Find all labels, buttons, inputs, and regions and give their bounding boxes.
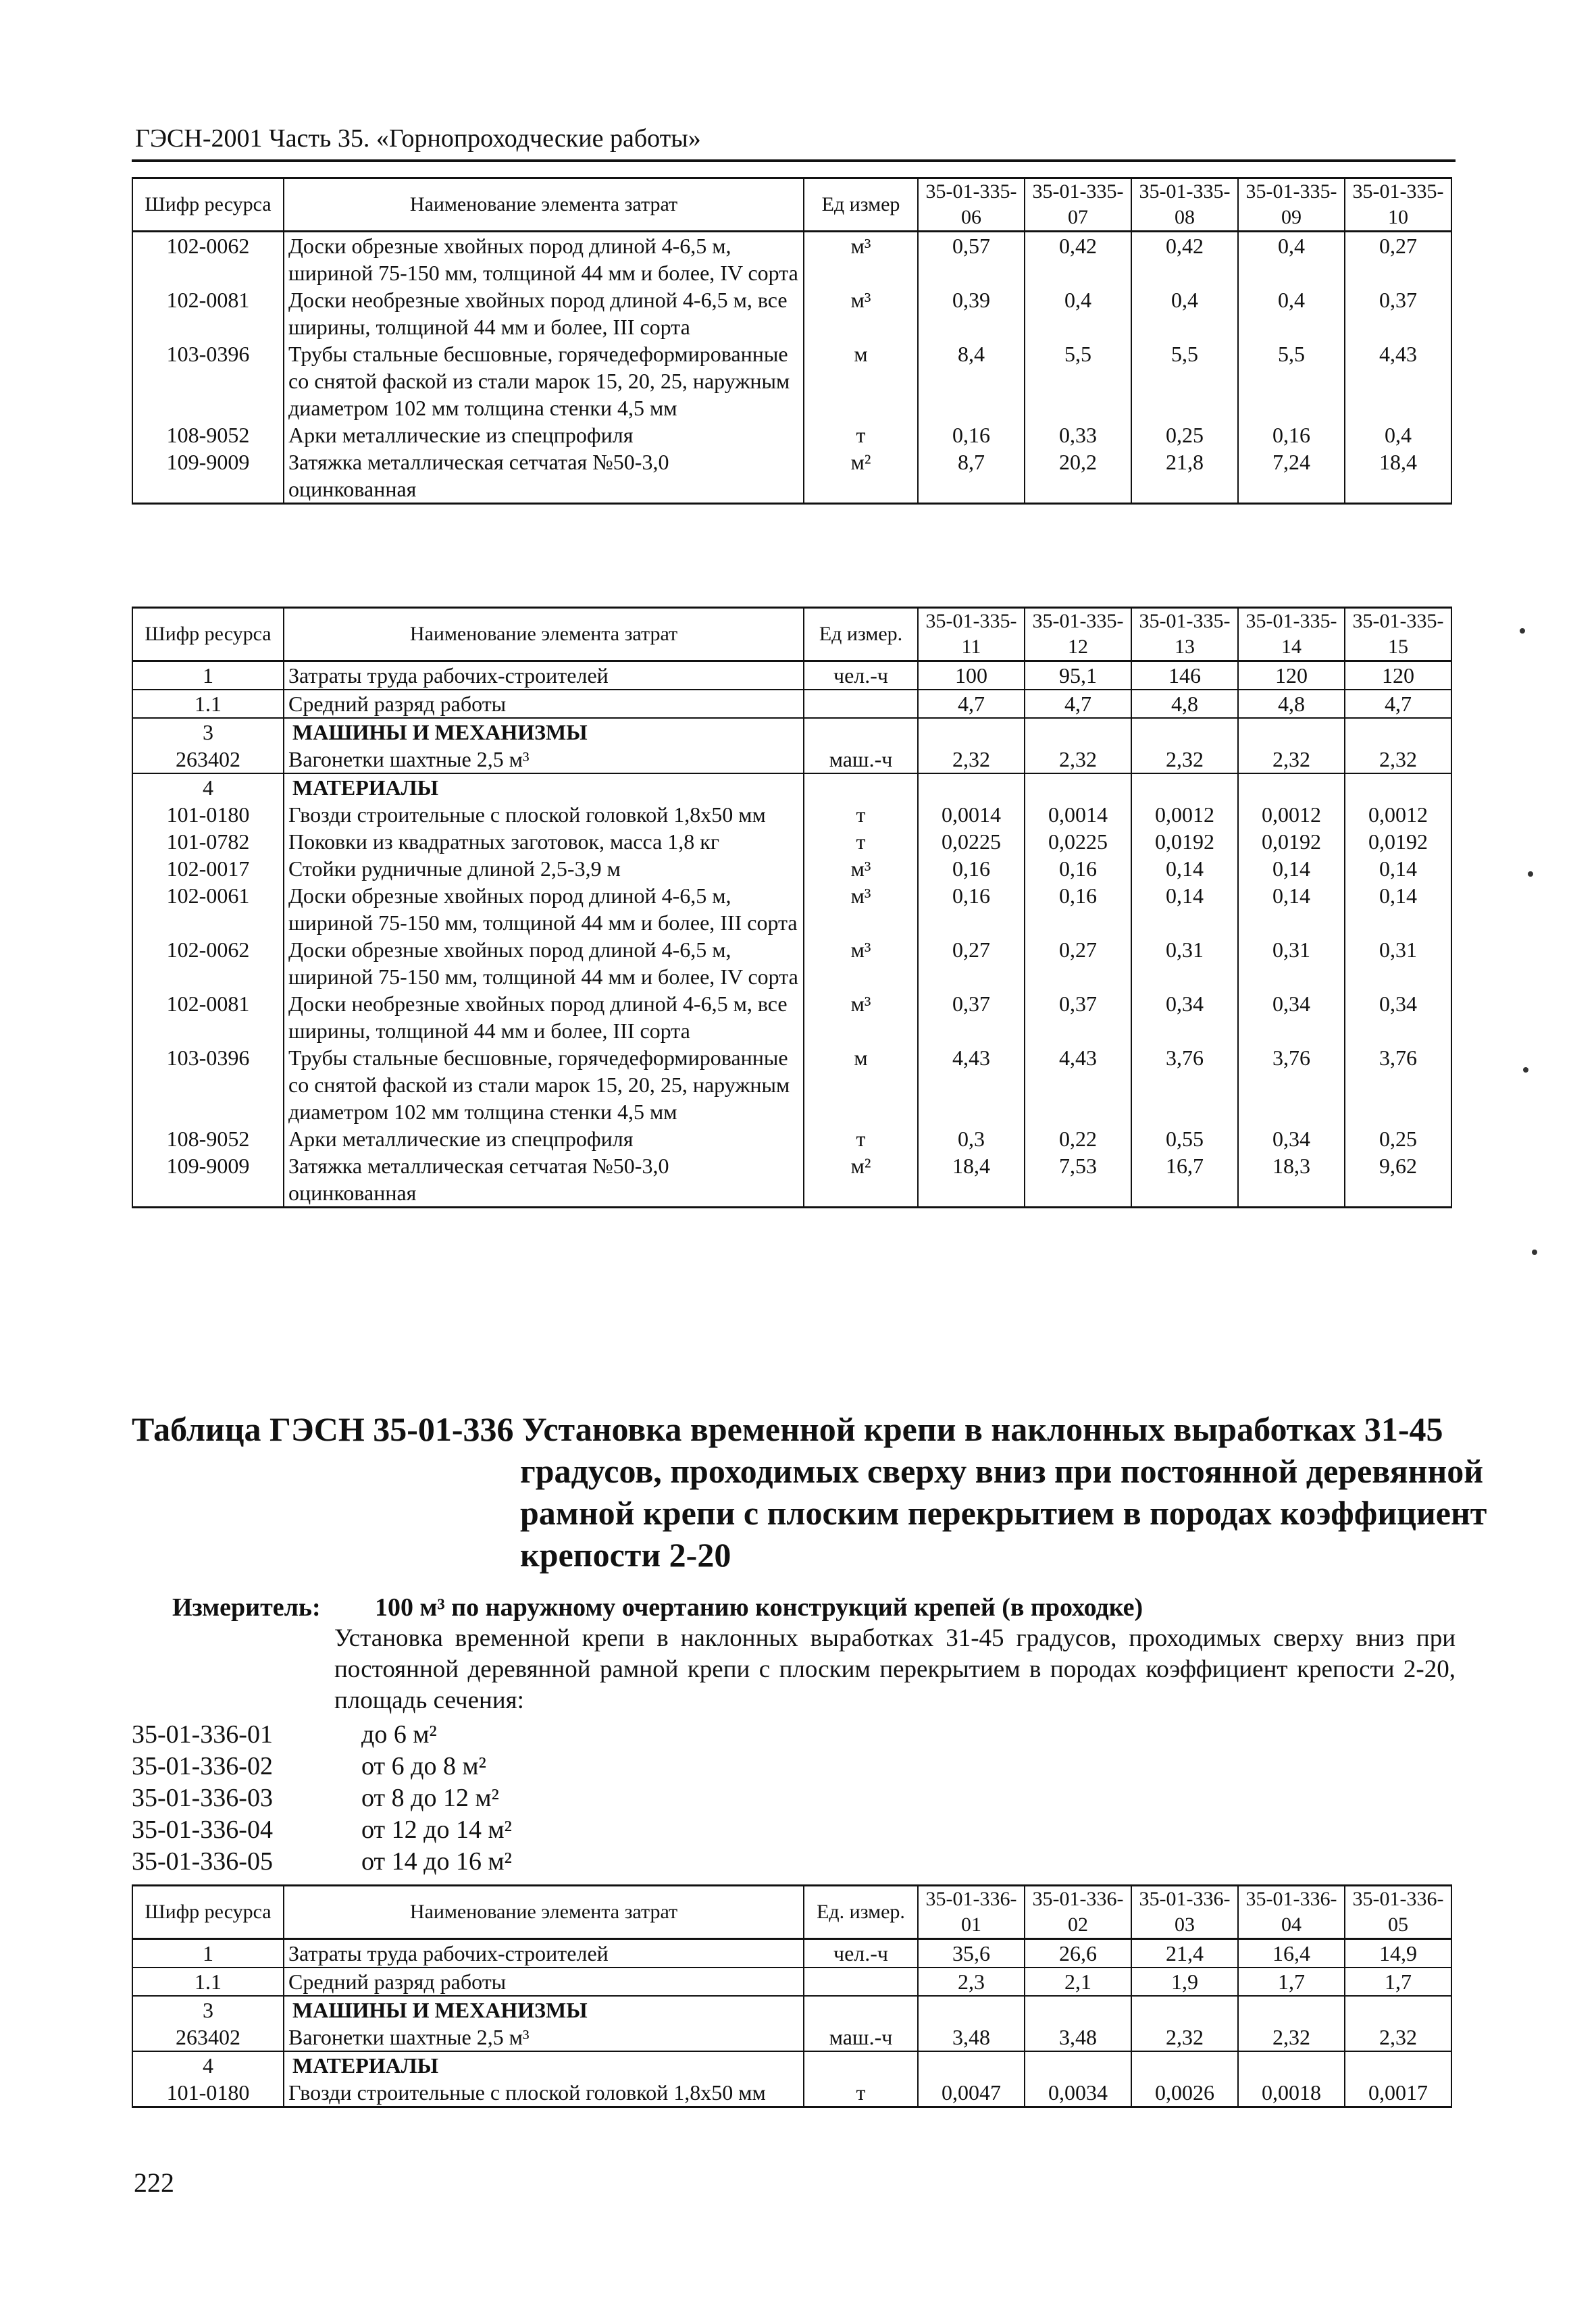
table-row (132, 1996, 1451, 2024)
resource-name-cell: Гвозди строительные с плоской головкой 1,8x50 мм (284, 2079, 804, 2107)
value-cell: 4,8 (1238, 690, 1345, 718)
resource-code-cell: 103-0396 (132, 1044, 284, 1125)
value-cell: 0,25 (1131, 421, 1238, 448)
resource-name-cell: МАТЕРИАЛЫ (284, 2051, 804, 2079)
value-cell (1238, 773, 1345, 801)
table-row (132, 773, 1451, 801)
unit-cell: м³ (804, 232, 918, 287)
value-cell (1345, 718, 1451, 746)
variant-text: от 14 до 16 м² (361, 1847, 512, 1876)
unit-cell: м³ (804, 286, 918, 340)
value-cell: 95,1 (1025, 661, 1131, 690)
unit-cell: маш.-ч (804, 746, 918, 773)
value-cell: 2,3 (918, 1968, 1025, 1996)
value-cell: 4,43 (1025, 1044, 1131, 1125)
value-cell: 8,7 (918, 448, 1025, 504)
value-cell: 0,25 (1345, 1125, 1451, 1152)
unit-cell: т (804, 828, 918, 855)
column-header: 35-01-336-03 (1131, 1886, 1238, 1939)
value-cell (1025, 718, 1131, 746)
resource-code-cell: 101-0180 (132, 2079, 284, 2107)
value-cell: 3,76 (1131, 1044, 1238, 1125)
value-cell (1131, 1996, 1238, 2024)
value-cell: 0,14 (1238, 882, 1345, 936)
value-cell: 0,31 (1238, 936, 1345, 990)
unit-cell: т (804, 2079, 918, 2107)
column-header: Ед измер (804, 178, 918, 232)
table-row (132, 828, 1451, 855)
column-header: Шифр ресурса (132, 608, 284, 661)
value-cell: 0,3 (918, 1125, 1025, 1152)
meter-value: 100 м³ по наружному очертанию конструкций крепей (в проходке) (375, 1593, 1143, 1622)
list-item (132, 1782, 512, 1814)
value-cell: 0,16 (918, 855, 1025, 882)
value-cell: 0,4 (1131, 286, 1238, 340)
value-cell: 0,31 (1131, 936, 1238, 990)
unit-cell: м (804, 1044, 918, 1125)
unit-cell (804, 718, 918, 746)
resource-name-cell: Поковки из квадратных заготовок, масса 1,8 кг (284, 828, 804, 855)
resource-code-cell: 263402 (132, 746, 284, 773)
value-cell: 2,32 (1238, 746, 1345, 773)
unit-cell (804, 690, 918, 718)
value-cell: 0,14 (1345, 882, 1451, 936)
unit-cell: м² (804, 1152, 918, 1208)
table-row (132, 882, 1451, 936)
value-cell: 0,4 (1025, 286, 1131, 340)
value-cell (1131, 2051, 1238, 2079)
value-cell: 0,14 (1345, 855, 1451, 882)
list-item (132, 1751, 512, 1782)
table-row (132, 1968, 1451, 1996)
table-row (132, 801, 1451, 828)
table-row (132, 2051, 1451, 2079)
column-header: 35-01-335-11 (918, 608, 1025, 661)
value-cell: 4,7 (1345, 690, 1451, 718)
value-cell: 21,8 (1131, 448, 1238, 504)
table-header-row (132, 608, 1451, 661)
column-header: 35-01-335-08 (1131, 178, 1238, 232)
value-cell: 20,2 (1025, 448, 1131, 504)
table-title-line: рамной крепи с плоским перекрытием в породах коэффициент (520, 1494, 1487, 1532)
value-cell: 0,4 (1238, 232, 1345, 287)
table-header-row (132, 178, 1451, 232)
value-cell (1238, 2051, 1345, 2079)
resource-code-cell: 102-0081 (132, 286, 284, 340)
value-cell: 7,24 (1238, 448, 1345, 504)
header-rule (132, 159, 1456, 162)
value-cell: 35,6 (918, 1939, 1025, 1968)
column-header: 35-01-335-06 (918, 178, 1025, 232)
value-cell: 4,7 (918, 690, 1025, 718)
resource-code-cell: 1 (132, 661, 284, 690)
value-cell: 16,7 (1131, 1152, 1238, 1208)
value-cell: 18,4 (1345, 448, 1451, 504)
value-cell: 0,0225 (918, 828, 1025, 855)
table-row (132, 718, 1451, 746)
value-cell (918, 2051, 1025, 2079)
value-cell: 0,0014 (1025, 801, 1131, 828)
work-description: Установка временной крепи в наклонных выработках 31-45 градусов, проходимых сверху вниз при постоянной деревянной рамной крепи с плоским перекрытием в породах коэффициент крепости 2-20, площадь сечения: (334, 1624, 1456, 1714)
resource-name-cell: Доски необрезные хвойных пород длиной 4-6,5 м, все ширины, толщиной 44 мм и более, III сорта (284, 286, 804, 340)
value-cell: 2,32 (1131, 2024, 1238, 2051)
resource-code-cell: 108-9052 (132, 1125, 284, 1152)
table-title-line: Таблица ГЭСН 35-01-336 Установка временной крепи в наклонных выработках 31-45 (132, 1410, 1443, 1448)
scan-speck (1523, 1067, 1528, 1073)
value-cell: 2,32 (1345, 2024, 1451, 2051)
value-cell: 0,16 (1025, 855, 1131, 882)
table-row (132, 1125, 1451, 1152)
resource-code-cell: 108-9052 (132, 421, 284, 448)
value-cell: 0,34 (1345, 990, 1451, 1044)
value-cell: 3,48 (1025, 2024, 1131, 2051)
variant-list (132, 1719, 512, 1878)
resource-code-cell: 102-0062 (132, 232, 284, 287)
table-row (132, 2079, 1451, 2107)
column-header: Наименование элемента затрат (284, 178, 804, 232)
unit-cell: м³ (804, 990, 918, 1044)
table-row (132, 2024, 1451, 2051)
resource-name-cell: Затраты труда рабочих-строителей (284, 661, 804, 690)
value-cell: 1,7 (1345, 1968, 1451, 1996)
variant-code: 35-01-336-04 (132, 1816, 273, 1844)
value-cell (1238, 718, 1345, 746)
value-cell: 0,16 (1025, 882, 1131, 936)
table-row (132, 936, 1451, 990)
value-cell (1345, 2051, 1451, 2079)
value-cell (1238, 1996, 1345, 2024)
value-cell: 14,9 (1345, 1939, 1451, 1968)
column-header: 35-01-335-13 (1131, 608, 1238, 661)
value-cell: 0,0018 (1238, 2079, 1345, 2107)
resource-name-cell: Трубы стальные бесшовные, горячедеформированные со снятой фаской из стали марок 15, 20, 25, наружным диаметром 102 мм толщина стенки 4,5 мм (284, 340, 804, 421)
column-header: Наименование элемента затрат (284, 608, 804, 661)
value-cell: 18,3 (1238, 1152, 1345, 1208)
resource-name-cell: Гвозди строительные с плоской головкой 1,8x50 мм (284, 801, 804, 828)
value-cell (1131, 718, 1238, 746)
table-row (132, 1044, 1451, 1125)
list-item (132, 1719, 512, 1751)
resource-code-cell: 101-0782 (132, 828, 284, 855)
value-cell: 120 (1345, 661, 1451, 690)
value-cell: 0,4 (1345, 421, 1451, 448)
resource-name-cell: Доски необрезные хвойных пород длиной 4-6,5 м, все ширины, толщиной 44 мм и более, III сорта (284, 990, 804, 1044)
value-cell: 7,53 (1025, 1152, 1131, 1208)
value-cell: 0,27 (918, 936, 1025, 990)
resource-name-cell: Арки металлические из спецпрофиля (284, 1125, 804, 1152)
value-cell: 18,4 (918, 1152, 1025, 1208)
value-cell: 0,34 (1238, 990, 1345, 1044)
value-cell: 0,4 (1238, 286, 1345, 340)
column-header: 35-01-336-05 (1345, 1886, 1451, 1939)
value-cell: 2,32 (1131, 746, 1238, 773)
table-row (132, 1152, 1451, 1208)
column-header: 35-01-336-01 (918, 1886, 1025, 1939)
value-cell: 120 (1238, 661, 1345, 690)
value-cell: 0,0014 (918, 801, 1025, 828)
value-cell: 3,76 (1238, 1044, 1345, 1125)
column-header: 35-01-335-12 (1025, 608, 1131, 661)
column-header: 35-01-335-07 (1025, 178, 1131, 232)
value-cell: 5,5 (1238, 340, 1345, 421)
value-cell (1345, 1996, 1451, 2024)
unit-cell: т (804, 1125, 918, 1152)
column-header: 35-01-335-09 (1238, 178, 1345, 232)
meter-label: Измеритель: (172, 1593, 321, 1622)
column-header: 35-01-336-04 (1238, 1886, 1345, 1939)
value-cell: 0,34 (1131, 990, 1238, 1044)
resource-name-cell: Вагонетки шахтные 2,5 м³ (284, 746, 804, 773)
value-cell (1025, 2051, 1131, 2079)
value-cell: 9,62 (1345, 1152, 1451, 1208)
resource-name-cell: Затраты труда рабочих-строителей (284, 1939, 804, 1968)
value-cell: 3,76 (1345, 1044, 1451, 1125)
resource-name-cell: Доски обрезные хвойных пород длиной 4-6,5 м, шириной 75-150 мм, толщиной 44 мм и более, IV сорта (284, 936, 804, 990)
value-cell: 0,16 (1238, 421, 1345, 448)
value-cell: 0,57 (918, 232, 1025, 287)
value-cell: 0,27 (1025, 936, 1131, 990)
column-header: Шифр ресурса (132, 178, 284, 232)
value-cell: 0,55 (1131, 1125, 1238, 1152)
value-cell: 4,43 (918, 1044, 1025, 1125)
resource-name-cell: Доски обрезные хвойных пород длиной 4-6,5 м, шириной 75-150 мм, толщиной 44 мм и более, III сорта (284, 882, 804, 936)
value-cell: 0,42 (1131, 232, 1238, 287)
resource-table-336 (132, 1884, 1452, 2108)
variant-code: 35-01-336-01 (132, 1720, 273, 1749)
value-cell: 0,0192 (1238, 828, 1345, 855)
unit-cell: м³ (804, 882, 918, 936)
unit-cell (804, 2051, 918, 2079)
table-row (132, 1939, 1451, 1968)
table-title-line: крепости 2-20 (520, 1536, 731, 1574)
table-row (132, 746, 1451, 773)
scan-speck (1528, 871, 1533, 877)
unit-cell (804, 1968, 918, 1996)
list-item (132, 1846, 512, 1878)
value-cell: 0,34 (1238, 1125, 1345, 1152)
unit-cell: м² (804, 448, 918, 504)
value-cell: 0,42 (1025, 232, 1131, 287)
value-cell: 2,32 (1238, 2024, 1345, 2051)
variant-text: от 6 до 8 м² (361, 1752, 486, 1780)
resource-name-cell: МАТЕРИАЛЫ (284, 773, 804, 801)
resource-name-cell: МАШИНЫ И МЕХАНИЗМЫ (284, 1996, 804, 2024)
value-cell: 0,37 (918, 990, 1025, 1044)
value-cell: 0,37 (1025, 990, 1131, 1044)
value-cell: 0,0192 (1345, 828, 1451, 855)
resource-code-cell: 4 (132, 773, 284, 801)
column-header: Ед. измер. (804, 1886, 918, 1939)
value-cell: 0,33 (1025, 421, 1131, 448)
variant-text: от 8 до 12 м² (361, 1784, 499, 1812)
resource-code-cell: 4 (132, 2051, 284, 2079)
value-cell (1131, 773, 1238, 801)
unit-cell: т (804, 801, 918, 828)
resource-code-cell: 102-0081 (132, 990, 284, 1044)
unit-cell: м³ (804, 855, 918, 882)
scan-speck (1532, 1250, 1537, 1255)
value-cell: 5,5 (1025, 340, 1131, 421)
value-cell (1025, 1996, 1131, 2024)
resource-name-cell: Вагонетки шахтные 2,5 м³ (284, 2024, 804, 2051)
value-cell: 0,0047 (918, 2079, 1025, 2107)
value-cell: 26,6 (1025, 1939, 1131, 1968)
value-cell: 4,8 (1131, 690, 1238, 718)
resource-code-cell: 102-0061 (132, 882, 284, 936)
value-cell: 0,0225 (1025, 828, 1131, 855)
resource-name-cell: МАШИНЫ И МЕХАНИЗМЫ (284, 718, 804, 746)
unit-cell (804, 773, 918, 801)
variant-code: 35-01-336-02 (132, 1752, 273, 1780)
resource-name-cell: Средний разряд работы (284, 690, 804, 718)
table-row (132, 232, 1451, 287)
resource-code-cell: 102-0062 (132, 936, 284, 990)
value-cell: 0,27 (1345, 232, 1451, 287)
value-cell: 2,32 (918, 746, 1025, 773)
column-header: 35-01-335-10 (1345, 178, 1451, 232)
variant-code: 35-01-336-03 (132, 1784, 273, 1812)
table-title (132, 1408, 1487, 1576)
value-cell: 16,4 (1238, 1939, 1345, 1968)
resource-name-cell: Затяжка металлическая сетчатая №50-3,0 оцинкованная (284, 448, 804, 504)
column-header: Ед измер. (804, 608, 918, 661)
value-cell (1025, 773, 1131, 801)
resource-table-335-11-15 (132, 607, 1452, 1208)
unit-cell: м³ (804, 936, 918, 990)
column-header: 35-01-336-02 (1025, 1886, 1131, 1939)
value-cell: 1,7 (1238, 1968, 1345, 1996)
page-number: 222 (134, 2167, 174, 2198)
table-row (132, 690, 1451, 718)
list-item (132, 1814, 512, 1846)
resource-code-cell: 109-9009 (132, 448, 284, 504)
resource-name-cell: Доски обрезные хвойных пород длиной 4-6,5 м, шириной 75-150 мм, толщиной 44 мм и более, IV сорта (284, 232, 804, 287)
table-row (132, 855, 1451, 882)
value-cell: 0,0012 (1131, 801, 1238, 828)
column-header: 35-01-335-14 (1238, 608, 1345, 661)
value-cell: 2,32 (1345, 746, 1451, 773)
value-cell: 0,39 (918, 286, 1025, 340)
value-cell: 21,4 (1131, 1939, 1238, 1968)
value-cell: 8,4 (918, 340, 1025, 421)
value-cell: 0,31 (1345, 936, 1451, 990)
resource-table-335-06-10 (132, 177, 1452, 505)
value-cell: 0,0012 (1238, 801, 1345, 828)
value-cell: 0,14 (1238, 855, 1345, 882)
value-cell: 0,37 (1345, 286, 1451, 340)
resource-code-cell: 3 (132, 718, 284, 746)
resource-code-cell: 1.1 (132, 690, 284, 718)
resource-code-cell: 1.1 (132, 1968, 284, 1996)
unit-cell: чел.-ч (804, 661, 918, 690)
table-row (132, 421, 1451, 448)
unit-cell: маш.-ч (804, 2024, 918, 2051)
value-cell: 0,0026 (1131, 2079, 1238, 2107)
value-cell: 1,9 (1131, 1968, 1238, 1996)
table-header-row (132, 1886, 1451, 1939)
table-row (132, 661, 1451, 690)
variant-text: от 12 до 14 м² (361, 1816, 512, 1844)
resource-code-cell: 1 (132, 1939, 284, 1968)
value-cell: 5,5 (1131, 340, 1238, 421)
value-cell (918, 773, 1025, 801)
value-cell: 0,14 (1131, 855, 1238, 882)
column-header: Наименование элемента затрат (284, 1886, 804, 1939)
value-cell: 2,1 (1025, 1968, 1131, 1996)
resource-code-cell: 3 (132, 1996, 284, 2024)
table-row (132, 286, 1451, 340)
resource-name-cell: Трубы стальные бесшовные, горячедеформированные со снятой фаской из стали марок 15, 20, 25, наружным диаметром 102 мм толщина стенки 4,5 мм (284, 1044, 804, 1125)
unit-cell: т (804, 421, 918, 448)
resource-code-cell: 263402 (132, 2024, 284, 2051)
unit-cell: м (804, 340, 918, 421)
resource-name-cell: Арки металлические из спецпрофиля (284, 421, 804, 448)
value-cell: 2,32 (1025, 746, 1131, 773)
value-cell: 0,0192 (1131, 828, 1238, 855)
value-cell: 0,22 (1025, 1125, 1131, 1152)
resource-name-cell: Средний разряд работы (284, 1968, 804, 1996)
resource-code-cell: 102-0017 (132, 855, 284, 882)
table-row (132, 990, 1451, 1044)
value-cell: 0,16 (918, 421, 1025, 448)
value-cell: 100 (918, 661, 1025, 690)
scan-speck (1520, 628, 1525, 634)
value-cell (918, 1996, 1025, 2024)
table-row (132, 340, 1451, 421)
value-cell: 4,7 (1025, 690, 1131, 718)
value-cell (918, 718, 1025, 746)
resource-name-cell: Затяжка металлическая сетчатая №50-3,0 оцинкованная (284, 1152, 804, 1208)
value-cell: 0,0012 (1345, 801, 1451, 828)
column-header: 35-01-335-15 (1345, 608, 1451, 661)
unit-cell (804, 1996, 918, 2024)
unit-cell: чел.-ч (804, 1939, 918, 1968)
resource-code-cell: 109-9009 (132, 1152, 284, 1208)
table-title-line: градусов, проходимых сверху вниз при постоянной деревянной (520, 1452, 1484, 1490)
resource-code-cell: 103-0396 (132, 340, 284, 421)
value-cell: 0,0034 (1025, 2079, 1131, 2107)
value-cell: 4,43 (1345, 340, 1451, 421)
value-cell: 0,14 (1131, 882, 1238, 936)
resource-code-cell: 101-0180 (132, 801, 284, 828)
column-header: Шифр ресурса (132, 1886, 284, 1939)
running-header: ГЭСН-2001 Часть 35. «Горнопроходческие работы» (135, 124, 701, 153)
value-cell: 3,48 (918, 2024, 1025, 2051)
resource-name-cell: Стойки рудничные длиной 2,5-3,9 м (284, 855, 804, 882)
value-cell: 0,16 (918, 882, 1025, 936)
variant-text: до 6 м² (361, 1720, 437, 1749)
value-cell: 0,0017 (1345, 2079, 1451, 2107)
value-cell (1345, 773, 1451, 801)
variant-code: 35-01-336-05 (132, 1847, 273, 1876)
value-cell: 146 (1131, 661, 1238, 690)
table-row (132, 448, 1451, 504)
